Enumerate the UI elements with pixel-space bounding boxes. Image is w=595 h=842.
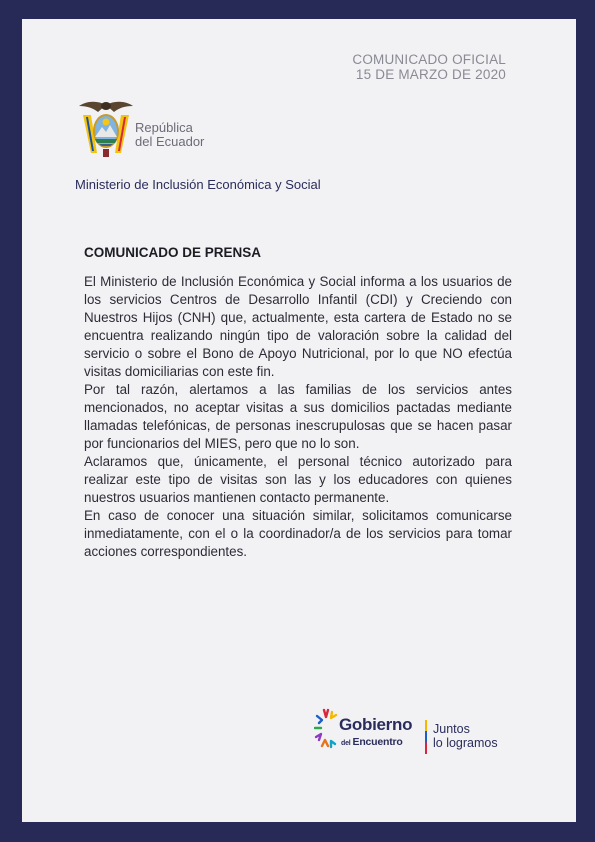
- brand-divider: [425, 720, 427, 754]
- slogan-line-1: Juntos: [433, 722, 470, 736]
- paragraph-4: En caso de conocer una situación similar, solicitamos comunicarse inmediatamente, con el o la coordinador/a de los servicios para tomar acciones correspondientes.: [84, 508, 512, 559]
- paragraph-1: El Ministerio de Inclusión Económica y Social informa a los usuarios de los servicios Centros de Desarrollo Infantil (CDI) y Creciendo con Nuestros Hijos (CNH) que, actualmente, esta cartera de Estado no se encuentra realizando ningún tipo de valoración sobre la calidad del servicio o sobre el Bono de Apoyo Nutricional, por lo que NO efectúa visitas domiciliarias con este fin.: [84, 274, 512, 379]
- brand-slogan: [433, 722, 498, 750]
- gobierno-burst-icon: [314, 707, 340, 753]
- paragraph-3: Aclaramos que, únicamente, el personal técnico autorizado para realizar este tipo de visitas son las y los educadores con quienes nuestros usuarios mantienen contacto permanente.: [84, 454, 512, 505]
- paragraph-2: Por tal razón, alertamos a las familias de los servicios antes mencionados, no aceptar visitas a sus domicilios pactadas mediante llamadas telefónicas, de personas inescrupulosas que se hacen pasar por funcionarios del MIES, pero que no lo son.: [84, 382, 512, 451]
- brand-encuentro: Encuentro: [352, 736, 403, 748]
- brand-line-1: Gobierno: [339, 715, 413, 734]
- brand-line-2: [341, 736, 403, 748]
- slogan-line-2: lo logramos: [433, 736, 498, 750]
- republic-line-1: República: [135, 120, 193, 135]
- gobierno-del-encuentro-logo: [314, 707, 524, 757]
- republic-line-2: del Ecuador: [135, 134, 205, 149]
- stamp-date: 15 DE MARZO DE 2020: [355, 67, 506, 82]
- republic-wordmark: [135, 121, 204, 149]
- brand-prefix: del: [341, 740, 351, 747]
- official-stamp: [352, 52, 506, 82]
- stamp-title: COMUNICADO OFICIAL: [352, 52, 506, 67]
- document-page: [22, 19, 576, 822]
- press-release: [84, 245, 512, 561]
- press-release-title: COMUNICADO DE PRENSA: [84, 245, 262, 260]
- ministry-name: Ministerio de Inclusión Económica y Social: [75, 177, 321, 192]
- coat-of-arms-icon: [77, 97, 135, 159]
